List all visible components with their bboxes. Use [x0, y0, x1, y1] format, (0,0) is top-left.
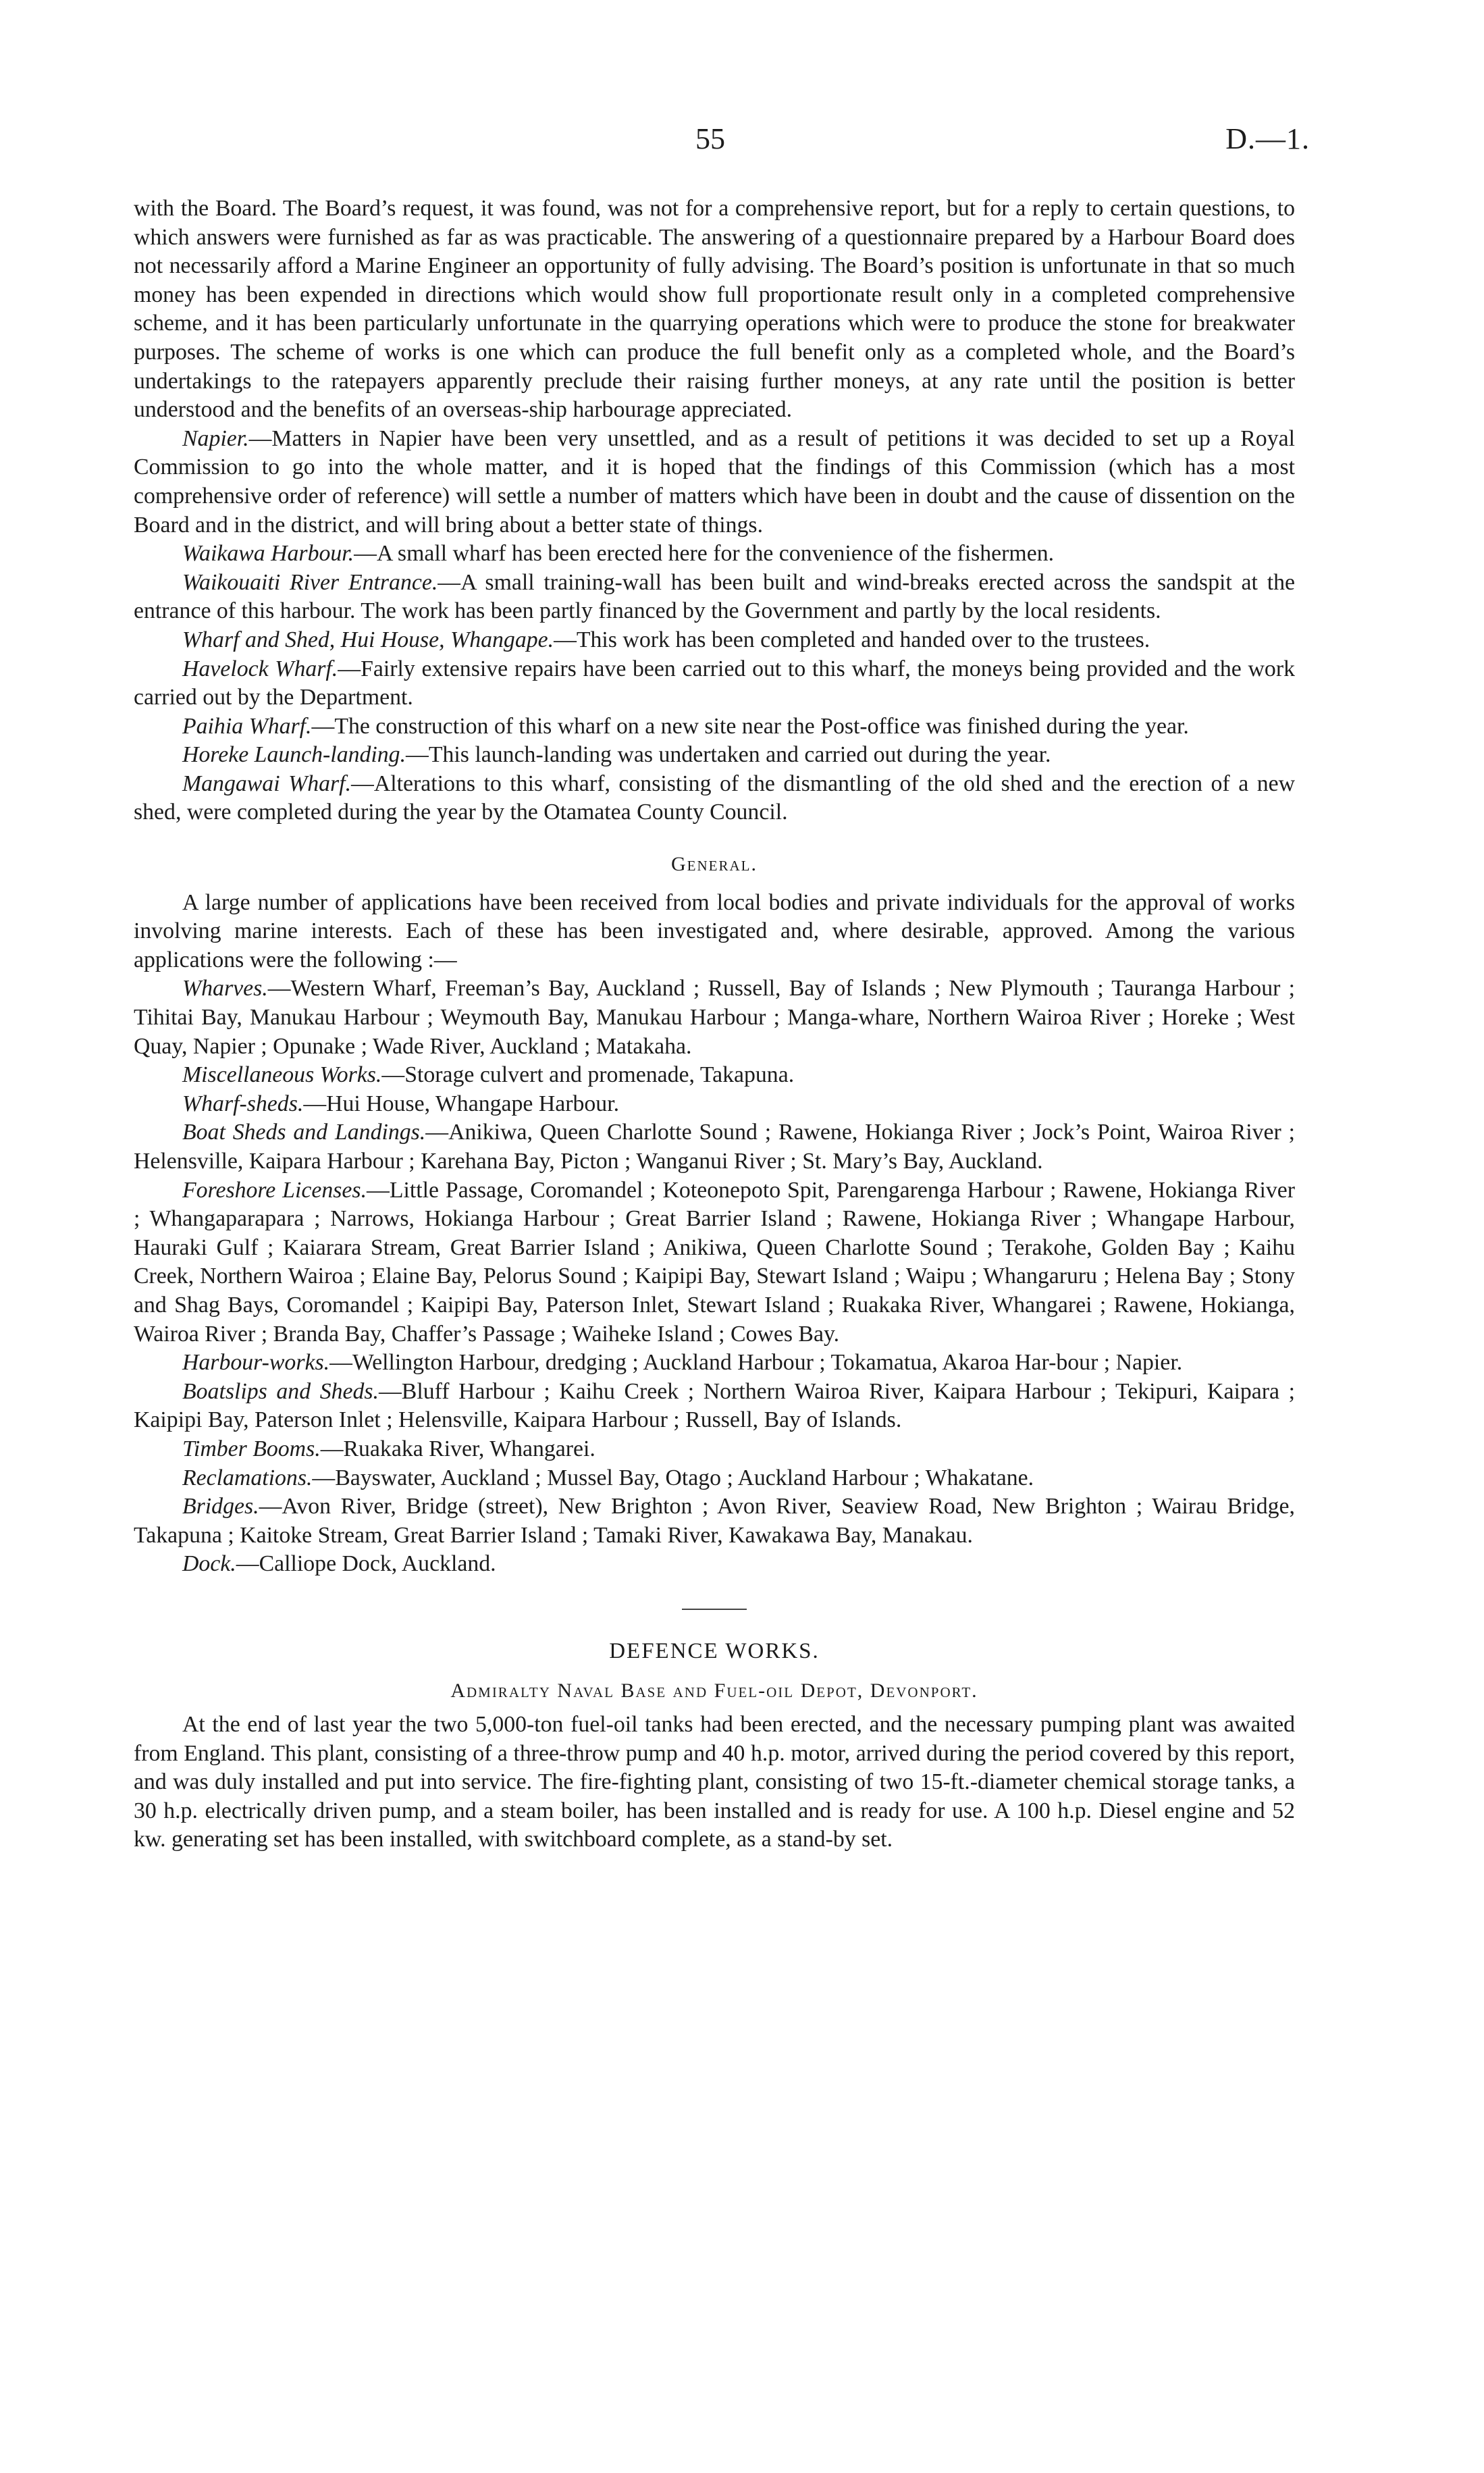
work-paragraph: [134, 712, 1295, 741]
page-body: [134, 194, 1295, 1854]
application-category: Bridges.: [182, 1494, 259, 1519]
application-list: —Little Passage, Coromandel ; Koteonepoto Spit, Parengarenga Harbour ; Rawene, Hokianga River ; Whangaparapara ; Narrows, Hokianga Harbour ; Great Barrier Island ; Rawene, Hokianga River ; Whangape Harbour, Hauraki Gulf ; Kaiarara Stream, Great Barrier Island ; Anikiwa, Queen Charlotte Sound ; Terakohe, Golden Bay ; Kaihu Creek, Northern Wairoa ; Elaine Bay, Pelorus Sound ; Kaipipi Bay, Stewart Island ; Waipu ; Whangaruru ; Helena Bay ; Stony and Shag Bays, Coromandel ; Kaipipi Bay, Paterson Inlet, Stewart Island ; Ruakaka River, Whangarei ; Rawene, Hokianga, Wairoa River ; Branda Bay, Chaffer’s Passage ; Waiheke Island ; Cowes Bay.: [134, 1177, 1295, 1347]
application-item: [134, 1550, 1295, 1579]
application-category: Wharf-sheds.: [182, 1091, 304, 1116]
application-list: —Bluff Harbour ; Kaihu Creek ; Northern Wairoa River, Kaipara Harbour ; Tekipuri, Kaipara ; Kaipipi Bay, Paterson Inlet ; Helensville, Kaipara Harbour ; Russell, Bay of Islands.: [134, 1378, 1295, 1433]
work-title: Waikouaiti River Entrance.: [182, 569, 438, 595]
application-item: [134, 974, 1295, 1061]
defence-heading: DEFENCE WORKS.: [609, 1638, 820, 1663]
application-list: —Bayswater, Auckland ; Mussel Bay, Otago ; Auckland Harbour ; Whakatane.: [312, 1465, 1034, 1490]
application-item: [134, 1464, 1295, 1493]
application-list: —Ruakaka River, Whangarei.: [320, 1436, 595, 1461]
work-title: Paihia Wharf.: [182, 713, 312, 739]
general-intro: A large number of applications have been received from local bodies and private individuals for the approval of works involving marine interests. Each of these has been investigated and, where desirable, approved. Among the various applications were the following :—: [134, 889, 1295, 972]
work-text: —This launch-landing was undertaken and carried out during the year.: [406, 742, 1051, 768]
application-item: [134, 1492, 1295, 1550]
application-category: Timber Booms.: [182, 1436, 321, 1461]
document-reference: D.—1.: [1225, 122, 1310, 155]
work-paragraph: [134, 655, 1295, 712]
application-list: —Calliope Dock, Auckland.: [236, 1551, 496, 1577]
work-paragraph: [134, 626, 1295, 655]
application-item: [134, 1061, 1295, 1090]
page-number: 55: [695, 122, 725, 155]
work-title: Havelock Wharf.: [182, 656, 338, 681]
work-title: Horeke Launch-landing.: [182, 742, 406, 768]
work-text: —This work has been completed and handed over to the trustees.: [554, 627, 1150, 652]
work-title: Mangawai Wharf.: [182, 771, 352, 796]
application-item: [134, 1435, 1295, 1464]
application-item: [134, 1378, 1295, 1435]
application-category: Harbour-works.: [182, 1350, 330, 1376]
work-text: —The construction of this wharf on a new site near the Post-office was finished during the year.: [311, 713, 1189, 739]
application-item: [134, 1349, 1295, 1378]
work-text: —Matters in Napier have been very unsettled, and as a result of petitions it was decided to set up a Royal Commission to go into the whole matter, and it is hoped that the findings of this Commission (which has a most comprehensive order of reference) will settle a number of matters which have been in doubt and the cause of dissention on the Board and in the district, and will bring about a better state of things.: [134, 425, 1295, 538]
application-category: Dock.: [182, 1551, 236, 1577]
application-list: —Avon River, Bridge (street), New Brighton ; Avon River, Seaview Road, New Brighton ; Wairau Bridge, Takapuna ; Kaitoke Stream, Great Barrier Island ; Tamaki River, Kawakawa Bay, Manakau.: [134, 1494, 1295, 1548]
application-item: [134, 1176, 1295, 1349]
work-text: —Fairly extensive repairs have been carried out to this wharf, the moneys being provided and the work carried out by the Department.: [134, 656, 1295, 710]
application-category: Boat Sheds and Landings.: [182, 1120, 426, 1145]
work-title: Napier.: [182, 425, 249, 451]
defence-subheading: Admiralty Naval Base and Fuel-oil Depot, Devonport.: [450, 1679, 978, 1702]
work-paragraph: [134, 569, 1295, 626]
work-text: —A small wharf has been erected here for the convenience of the fishermen.: [354, 541, 1055, 567]
application-list: —Storage culvert and promenade, Takapuna.: [381, 1062, 795, 1088]
defence-paragraph: At the end of last year the two 5,000-ton fuel-oil tanks had been erected, and the necessary pumping plant was awaited from England. This plant, consisting of a three-throw pump and 40 h.p. motor, arrived during the period covered by this report, and was duly installed and put into service. The fire-fighting plant, consisting of two 15-ft.-diameter chemical storage tanks, a 30 h.p. electrically driven pump, and a steam boiler, has been installed and is ready for use. A 100 h.p. Diesel engine and 52 kw. generating set has been installed, with switchboard complete, as a stand-by set.: [134, 1712, 1295, 1852]
application-list: —Anikiwa, Queen Charlotte Sound ; Rawene, Hokianga River ; Jock’s Point, Wairoa River ; Helensville, Kaipara Harbour ; Karehana Bay, Picton ; Wanganui River ; St. Mary’s Bay, Auckland.: [134, 1120, 1295, 1174]
work-text: —A small training-wall has been built and wind-breaks erected across the sandspit at the entrance of this harbour. The work has been partly financed by the Government and partly by the local residents.: [134, 569, 1295, 624]
work-paragraph: [134, 425, 1295, 540]
page-header: [0, 122, 1484, 169]
application-list: —Wellington Harbour, dredging ; Auckland Harbour ; Tokamatua, Akaroa Har-bour ; Napier.: [329, 1350, 1183, 1376]
work-paragraph: [134, 741, 1295, 770]
application-category: Foreshore Licenses.: [182, 1177, 367, 1203]
work-title: Wharf and Shed, Hui House, Whangape.: [182, 627, 554, 652]
application-category: Reclamations.: [182, 1465, 313, 1490]
work-text: —Alterations to this wharf, consisting of the dismantling of the old shed and the erection of a new shed, were completed during the year by the Otamatea County Council.: [134, 771, 1295, 825]
work-paragraph: [134, 770, 1295, 827]
application-list: —Hui House, Whangape Harbour.: [303, 1091, 620, 1116]
application-category: Boatslips and Sheds.: [182, 1378, 379, 1404]
application-item: [134, 1118, 1295, 1176]
application-category: Miscellaneous Works.: [182, 1062, 382, 1088]
work-paragraph: [134, 540, 1295, 569]
section-divider: [682, 1609, 747, 1610]
application-item: [134, 1090, 1295, 1119]
application-category: Wharves.: [182, 976, 268, 1001]
work-title: Waikawa Harbour.: [182, 541, 354, 567]
application-list: —Western Wharf, Freeman’s Bay, Auckland ; Russell, Bay of Islands ; New Plymouth ; Tauranga Harbour ; Tihitai Bay, Manukau Harbour ; Weymouth Bay, Manukau Harbour ; Manga-whare, Northern Wairoa River ; Horeke ; West Quay, Napier ; Opunake ; Wade River, Auckland ; Matakaha.: [134, 976, 1295, 1059]
intro-paragraph: with the Board. The Board’s request, it was found, was not for a comprehensive report, but for a reply to certain questions, to which answers were furnished as far as was practicable. The answering of a questionnaire prepared by a Harbour Board does not necessarily afford a Marine Engineer an opportunity of fully advising. The Board’s position is unfortunate in that so much money has been expended in directions which would show full proportionate result only in a completed comprehensive scheme, and it has been particularly unfortunate in the quarrying operations which were to produce the stone for breakwater purposes. The scheme of works is one which can produce the full benefit only as a completed whole, and the Board’s undertakings to the ratepayers apparently preclude their raising further moneys, at any rate until the position is better understood and the benefits of an overseas-ship harbourage appreciated.: [134, 196, 1295, 423]
general-heading: General.: [671, 853, 758, 876]
